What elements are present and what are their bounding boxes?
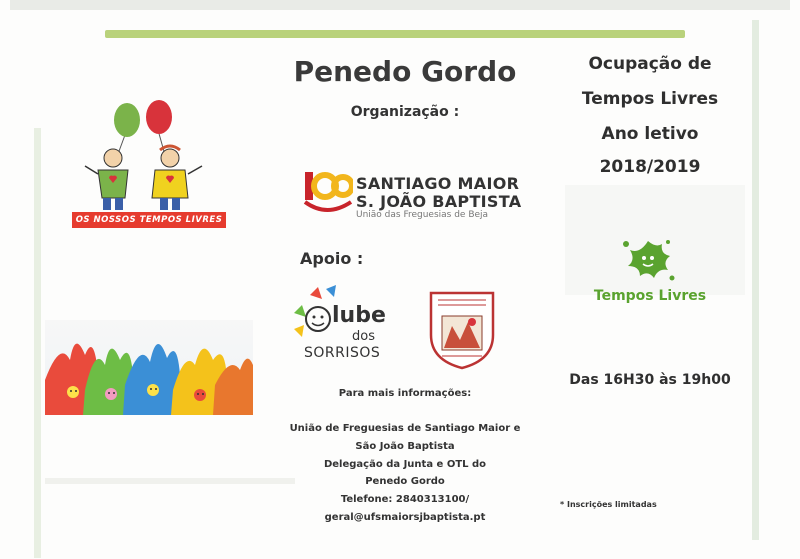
- associacao-penedo-gordo-crest: [428, 290, 496, 370]
- paint-splash-icon: [618, 236, 678, 286]
- info-email[interactable]: geral@ufsmaiorsjbaptista.pt: [324, 512, 486, 523]
- kids-balloons-illustration: [70, 100, 230, 230]
- shield-icon: [428, 290, 496, 370]
- right-title-line-4: 2018/2019: [599, 157, 701, 177]
- ghost-block-top: [10, 0, 790, 10]
- schedule-hours: Das 16H30 às 19h00: [569, 372, 731, 388]
- freguesia-name-line1: SANTIAGO MAIOR: [356, 174, 520, 193]
- right-green-strip: [752, 20, 759, 540]
- apoio-label: Apoio :: [300, 249, 364, 268]
- page-title: Penedo Gordo: [293, 55, 517, 88]
- right-title-line-2: Tempos Livres: [581, 89, 719, 109]
- top-accent-bar: [105, 30, 685, 38]
- hands-illustration: [45, 320, 253, 415]
- inscricoes-note: * Inscrições limitadas: [560, 500, 657, 509]
- clube-sorrisos-text: SORRISOS: [304, 345, 381, 361]
- info-heading: Para mais informações:: [338, 388, 472, 399]
- clube-text: lube: [332, 303, 386, 328]
- info-line-4: Penedo Gordo: [365, 476, 445, 487]
- info-phone: Telefone: 2840313100/: [340, 494, 470, 505]
- right-title-line-1: Ocupação de: [588, 54, 712, 74]
- organizacao-label: Organização :: [350, 104, 460, 120]
- left-green-strip: [34, 128, 41, 558]
- info-line-3: Delegação da Junta e OTL do: [323, 459, 487, 470]
- painted-hands-photo: [45, 320, 253, 415]
- freguesia-logo-mark: [303, 168, 353, 216]
- clube-dos-text: dos: [352, 329, 375, 344]
- clube-dos-sorrisos-logo: [290, 285, 400, 365]
- tempos-livres-splash: [618, 236, 678, 286]
- right-title-line-3: Ano letivo: [601, 124, 699, 144]
- freguesia-name-line2: S. JOÃO BAPTISTA: [356, 192, 522, 211]
- banner-text: OS NOSSOS TEMPOS LIVRES: [72, 212, 226, 228]
- info-line-1: União de Freguesias de Santiago Maior e: [289, 423, 521, 434]
- ghost-block-bottom: [45, 478, 295, 484]
- nossos-tempos-livres-logo: [70, 100, 230, 230]
- freguesia-subtitle: União das Freguesias de Beja: [356, 210, 489, 220]
- info-line-2: São João Baptista: [355, 441, 455, 452]
- freguesia-100-icon: [303, 168, 353, 216]
- tempos-livres-label: Tempos Livres: [593, 288, 707, 304]
